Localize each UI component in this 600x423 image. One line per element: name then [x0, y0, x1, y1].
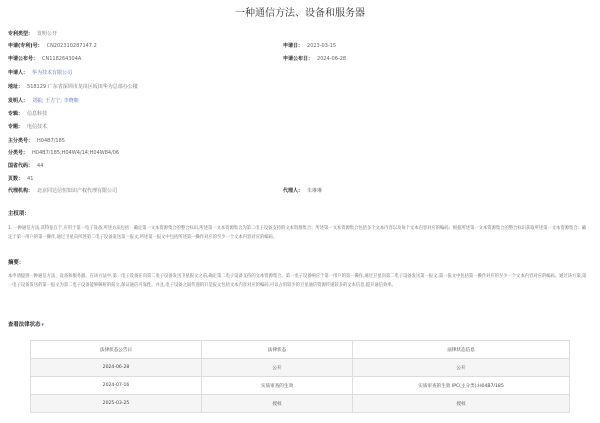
field-patent-type	[8, 31, 57, 38]
field-value: 北京同达信恒知识产权代理有限公司	[37, 188, 118, 194]
field-application-date	[283, 43, 336, 50]
field-agent	[283, 188, 322, 195]
legal-status-link[interactable]	[8, 320, 44, 328]
field-value: 朱琳琳	[307, 188, 323, 194]
field-label: 申请(专利)号：	[8, 43, 43, 49]
inventor-links[interactable]: 刘振; 王方宁; 李晓朝	[32, 98, 79, 104]
field-value: 41	[27, 176, 34, 182]
field-label: 申请日：	[283, 43, 304, 49]
page-title: 一种通信方法、设备和服务器	[235, 8, 365, 19]
field-topic	[8, 124, 47, 131]
column-header: 法律状态	[202, 341, 353, 359]
table-cell: 公开	[202, 359, 353, 377]
column-header: 法律状态公告日	[31, 341, 202, 359]
abstract-heading: 摘要：	[8, 260, 25, 266]
field-value: H04B7/185	[37, 138, 65, 144]
table-cell: 公开	[353, 359, 570, 377]
field-publication-date	[283, 56, 346, 63]
legal-status-heading[interactable]: 查看法律状态	[8, 322, 41, 328]
table-cell: 实质审查的生效 IPC(主分类):H04B7/185	[353, 377, 570, 395]
field-label: 地址：	[8, 84, 24, 90]
table-cell: 2025-03-25	[31, 395, 202, 413]
table-row	[31, 377, 570, 395]
table-row	[31, 395, 570, 413]
field-classification	[8, 150, 119, 157]
field-label: 申请公布号：	[8, 56, 39, 62]
field-country-code	[8, 163, 43, 170]
field-label: 分类号：	[8, 150, 29, 156]
field-label: 申请公布日：	[283, 56, 314, 62]
field-value: 518129 广东省深圳市龙岗区坂田华为总部办公楼	[27, 84, 138, 90]
field-applicant	[8, 70, 72, 77]
table-row	[31, 359, 570, 377]
field-value: H04B7/185;H04W4/14;H04W84/06	[32, 150, 120, 156]
field-label: 页数：	[8, 176, 24, 182]
field-pages	[8, 176, 33, 183]
field-application-number	[8, 43, 97, 50]
field-value: CN118264304A	[42, 56, 82, 62]
field-label: 申请人：	[8, 70, 29, 76]
field-value: 信息科技	[27, 111, 48, 117]
field-collection	[8, 111, 47, 118]
table-header-row	[31, 341, 570, 359]
field-label: 专利类型：	[8, 31, 34, 37]
field-label: 国省代码：	[8, 163, 34, 169]
chevron-down-icon[interactable]: ▾	[41, 322, 44, 328]
field-inventors	[8, 98, 79, 105]
field-value: 电信技术	[27, 124, 48, 130]
field-label: 专辑：	[8, 111, 24, 117]
table-cell: 授权	[202, 395, 353, 413]
field-agency	[8, 188, 117, 195]
applicant-link[interactable]: 华为技术有限公司	[32, 70, 73, 76]
field-main-class	[8, 138, 65, 145]
field-label: 发明人：	[8, 98, 29, 104]
field-value: CN202310287147.2	[46, 43, 97, 49]
field-publication-number	[8, 56, 81, 63]
field-label: 代理机构：	[8, 188, 34, 194]
field-value: 44	[37, 163, 44, 169]
field-label: 代理人：	[283, 188, 304, 194]
table-cell: 2024-07-16	[31, 377, 202, 395]
claims-text: 1. 一种通信方法,其特征在于,应用于第一电子设备,所述方法包括：确定第一文本资源集合的整合标识,所述第一文本资源集合为第二电子设备支持的文本资源集合；所述第一文本资源集合包括多个文本内容以及每个文本内容对应的编码；根据所述第一文本资源集合的整合标识获取所述第一文本资源集合；确定于第一用户的第一操作,通过卫星向所述第二电子设备发送第一报文,所述第一报文中包括所述第一操作对应的至少一个文本内容对应的编码。	[8, 226, 587, 240]
field-label: 专题：	[8, 124, 24, 130]
field-value: 2024-06-28	[317, 56, 347, 62]
field-label: 主分类号：	[8, 138, 34, 144]
field-address	[8, 84, 138, 91]
table-cell: 2024-06-28	[31, 359, 202, 377]
column-header: 法律状态信息	[353, 341, 570, 359]
abstract-text: 本申请提供一种通信方法、设备和服务器。在该方法中,第一电子设备在向第二电子设备发送卫星报文之前,确定第二电子设备支持的文本资源集合。第一电子设备响应于第一用户的第一操作,通过卫星向第二电子设备发送第一报文,第一报文中包括第一操作对应的至少一个文本内容对应的编码。通过该方案,第一电子设备发送的第一报文为第二电子设备能够解析的报文,保证通信可靠性。并且,电子设备之间传递的只是报文包括文本内容对应的编码,可以占用较少的卫星通信资源传递较多的文本信息,提升通信效率。	[8, 274, 587, 288]
table-cell: 授权	[353, 395, 570, 413]
claims-heading: 主权项：	[8, 211, 30, 217]
field-value: 2023-03-15	[307, 43, 337, 49]
field-value: 发明公开	[37, 31, 58, 37]
table-cell: 实质审查的生效	[202, 377, 353, 395]
legal-status-table	[30, 340, 570, 413]
